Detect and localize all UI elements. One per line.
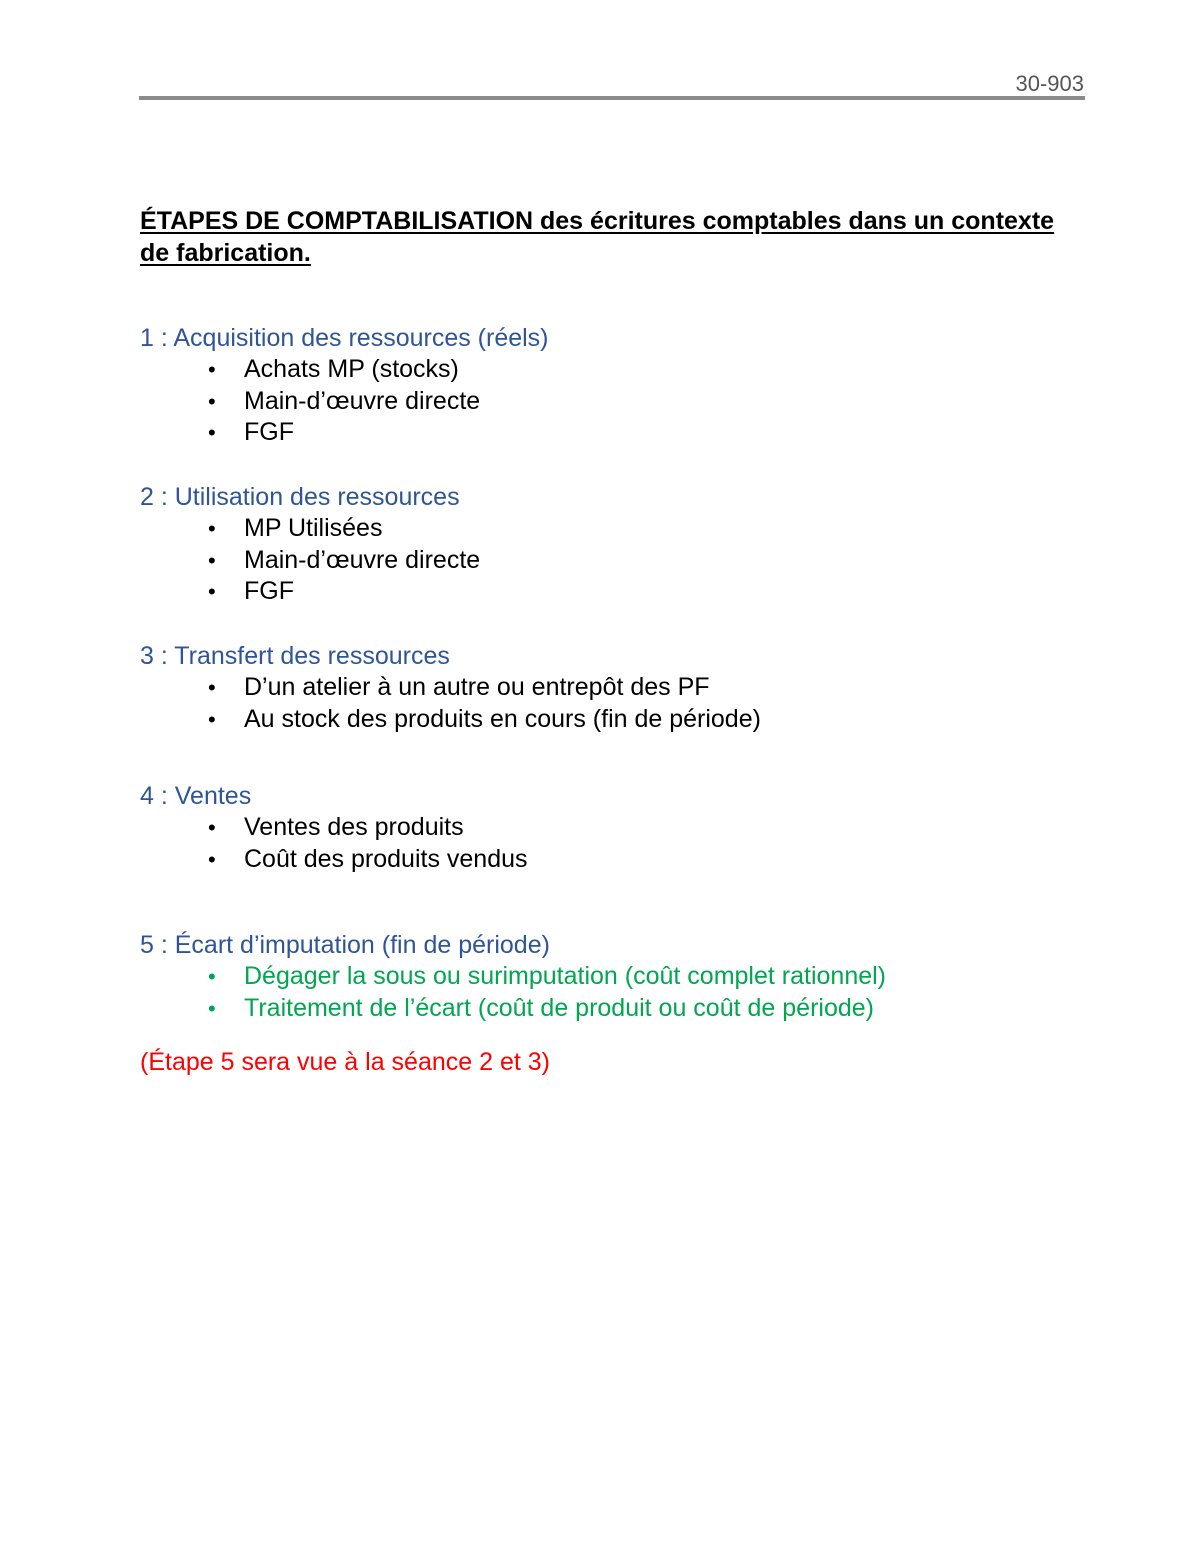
bullet-icon: • [208, 357, 216, 382]
step-5-heading: 5 : Écart d’imputation (fin de période) [140, 931, 550, 959]
step-4-heading: 4 : Ventes [140, 782, 252, 810]
bullet-icon: • [208, 964, 216, 989]
bullet-icon: • [208, 846, 216, 872]
step-3-section [140, 640, 1100, 735]
bullet-icon: • [208, 995, 216, 1021]
step-3-list [140, 672, 1100, 735]
list-item [140, 704, 1100, 736]
list-item-text: Coût des produits vendus [244, 844, 528, 873]
list-item [140, 672, 1100, 704]
step-5-list [140, 961, 1100, 1024]
bullet-icon: • [208, 547, 216, 573]
step-5-note: (Étape 5 sera vue à la séance 2 et 3) [140, 1048, 550, 1076]
bullet-icon: • [208, 579, 216, 604]
header-rule [139, 96, 1085, 100]
list-item [140, 576, 1100, 608]
list-item-text: Dégager la sous ou surimputation (coût complet rationnel) [244, 962, 887, 990]
step-1-heading: 1 : Acquisition des ressources (réels) [140, 324, 549, 352]
list-item-text: Main-d’œuvre directe [244, 545, 481, 574]
bullet-icon: • [208, 388, 216, 414]
list-item [140, 844, 1100, 876]
list-item-text: Ventes des produits [244, 813, 464, 841]
list-item [140, 993, 1100, 1025]
list-item-text: Traitement de l’écart (coût de produit ou coût de période) [244, 993, 874, 1022]
bullet-icon: • [208, 675, 216, 700]
step-4-section [140, 780, 1100, 875]
list-item [140, 812, 1100, 844]
list-item [140, 545, 1100, 577]
step-1-list [140, 354, 1100, 449]
step-4-list [140, 812, 1100, 875]
list-item-text: Au stock des produits en cours (fin de période) [244, 704, 761, 733]
list-item [140, 513, 1100, 545]
step-2-list [140, 513, 1100, 608]
list-item [140, 354, 1100, 386]
page-number: 30-903 [1015, 71, 1084, 96]
step-2-heading: 2 : Utilisation des ressources [140, 483, 460, 511]
step-3-heading: 3 : Transfert des ressources [140, 642, 450, 670]
bullet-icon: • [208, 420, 216, 445]
document-title: ÉTAPES DE COMPTABILISATION des écritures comptables dans un contexte de fabrication. [140, 207, 1055, 267]
step-2-section [140, 481, 1100, 608]
list-item-text: MP Utilisées [244, 514, 383, 542]
list-item [140, 417, 1100, 449]
step-5-section [140, 929, 1100, 1024]
list-item-text: FGF [244, 418, 294, 446]
bullet-icon: • [208, 815, 216, 840]
list-item-text: D’un atelier à un autre ou entrepôt des PF [244, 673, 710, 701]
step-1-section [140, 322, 1100, 449]
bullet-icon: • [208, 516, 216, 541]
list-item-text: Achats MP (stocks) [244, 355, 459, 383]
list-item [140, 961, 1100, 993]
list-item [140, 386, 1100, 418]
bullet-icon: • [208, 706, 216, 732]
list-item-text: Main-d’œuvre directe [244, 386, 481, 415]
list-item-text: FGF [244, 577, 294, 605]
